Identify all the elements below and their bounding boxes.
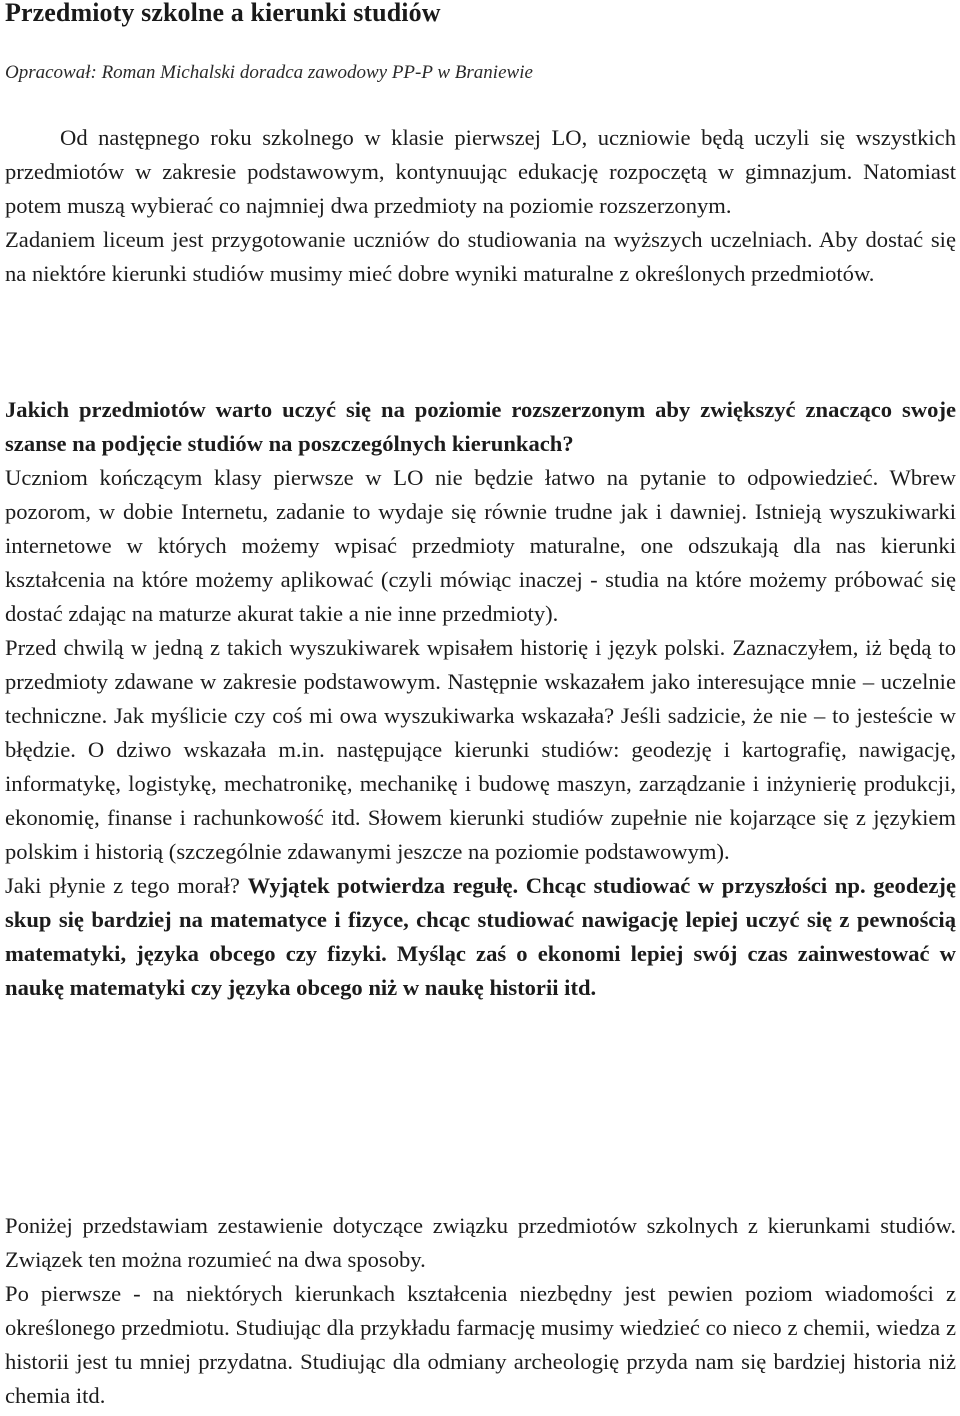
answer-paragraph-2: Przed chwilą w jedną z takich wyszukiwarek wpisałem historię i język polski. Zaznaczyłem, iż będą to przedmioty zdawane w zakresie podstawowym. Następnie wskazałem jako interesujące mnie – uczelnie techniczne. Jak myślicie czy coś mi owa wyszukiwarka wskazała? Jeśli sadzicie, że nie – to jesteście w błędzie. O dziwo wskazała m.in. następujące kierunki studiów: geodezję i kartografię, nawigację, informatykę, logistykę, mechatronikę, mechanikę i budowę maszyn, zarządzanie i inżynierię produkcji, ekonomię, finanse i rachunkowość itd. Słowem kierunki studiów zupełnie nie kojarzące się z językiem polskim i historią (szczególnie zdawanymi jeszcze na poziomie podstawowym).	[5, 635, 956, 864]
moral-conclusion: Wyjątek potwierdza regułę. Chcąc studiować w przyszłości np. geodezję skup się bardziej na matematyce i fizyce, chcąc studiować nawigację lepiej uczyć się z pewnością matematyki, języka obcego czy fizyki. Myśląc zaś o ekonomi lepiej swój czas zainwestować w naukę matematyki czy języka obcego niż w naukę historii itd.	[5, 873, 956, 1000]
summary-paragraph-2: Po pierwsze - na niektórych kierunkach kształcenia niezbędny jest pewien poziom wiadomości z określonego przedmiotu. Studiując dla przykładu farmację musimy wiedzieć co nieco z chemii, wiedza z historii jest tu mniej przydatna. Studiując dla odmiany archeologię przyda nam się bardziej historia niż chemia itd.	[5, 1281, 956, 1408]
question-section	[5, 393, 956, 1005]
intro-paragraph-2: Zadaniem liceum jest przygotowanie uczniów do studiowania na wyższych uczelniach. Aby dostać się na niektóre kierunki studiów musimy mieć dobre wyniki maturalne z określonych przedmiotów.	[5, 227, 956, 286]
document-title: Przedmioty szkolne a kierunki studiów	[5, 0, 441, 27]
intro-paragraph-1: Od następnego roku szkolnego w klasie pierwszej LO, uczniowie będą uczyli się wszystkich przedmiotów w zakresie podstawowym, kontynuując edukację rozpoczętą w gimnazjum. Natomiast potem muszą wybierać co najmniej dwa przedmioty na poziomie rozszerzonym.	[5, 125, 956, 218]
summary-paragraph-1: Poniżej przedstawiam zestawienie dotyczące związku przedmiotów szkolnych z kierunkami studiów. Związek ten można rozumieć na dwa sposoby.	[5, 1213, 956, 1272]
summary-section	[5, 1209, 956, 1413]
answer-paragraph-1: Uczniom kończącym klasy pierwsze w LO nie będzie łatwo na pytanie to odpowiedzieć. Wbrew pozorom, w dobie Internetu, zadanie to wydaje się równie trudne jak i dawniej. Istnieją wyszukiwarki internetowe w których możemy wpisać przedmioty maturalne, one odszukają dla nas kierunki kształcenia na które możemy aplikować (czyli mówiąc inaczej - studia na które możemy próbować się dostać zdając na maturze akurat takie a nie inne przedmioty).	[5, 465, 956, 626]
intro-section	[5, 121, 956, 291]
answer-paragraph-3	[5, 869, 956, 1005]
question-heading: Jakich przedmiotów warto uczyć się na poziomie rozszerzonym aby zwiększyć znacząco swoje szanse na podjęcie studiów na poszczególnych kierunkach?	[5, 397, 956, 456]
moral-question: Jaki płynie z tego morał?	[5, 873, 248, 898]
author-line: Opracował: Roman Michalski doradca zawodowy PP-P w Braniewie	[5, 62, 533, 83]
